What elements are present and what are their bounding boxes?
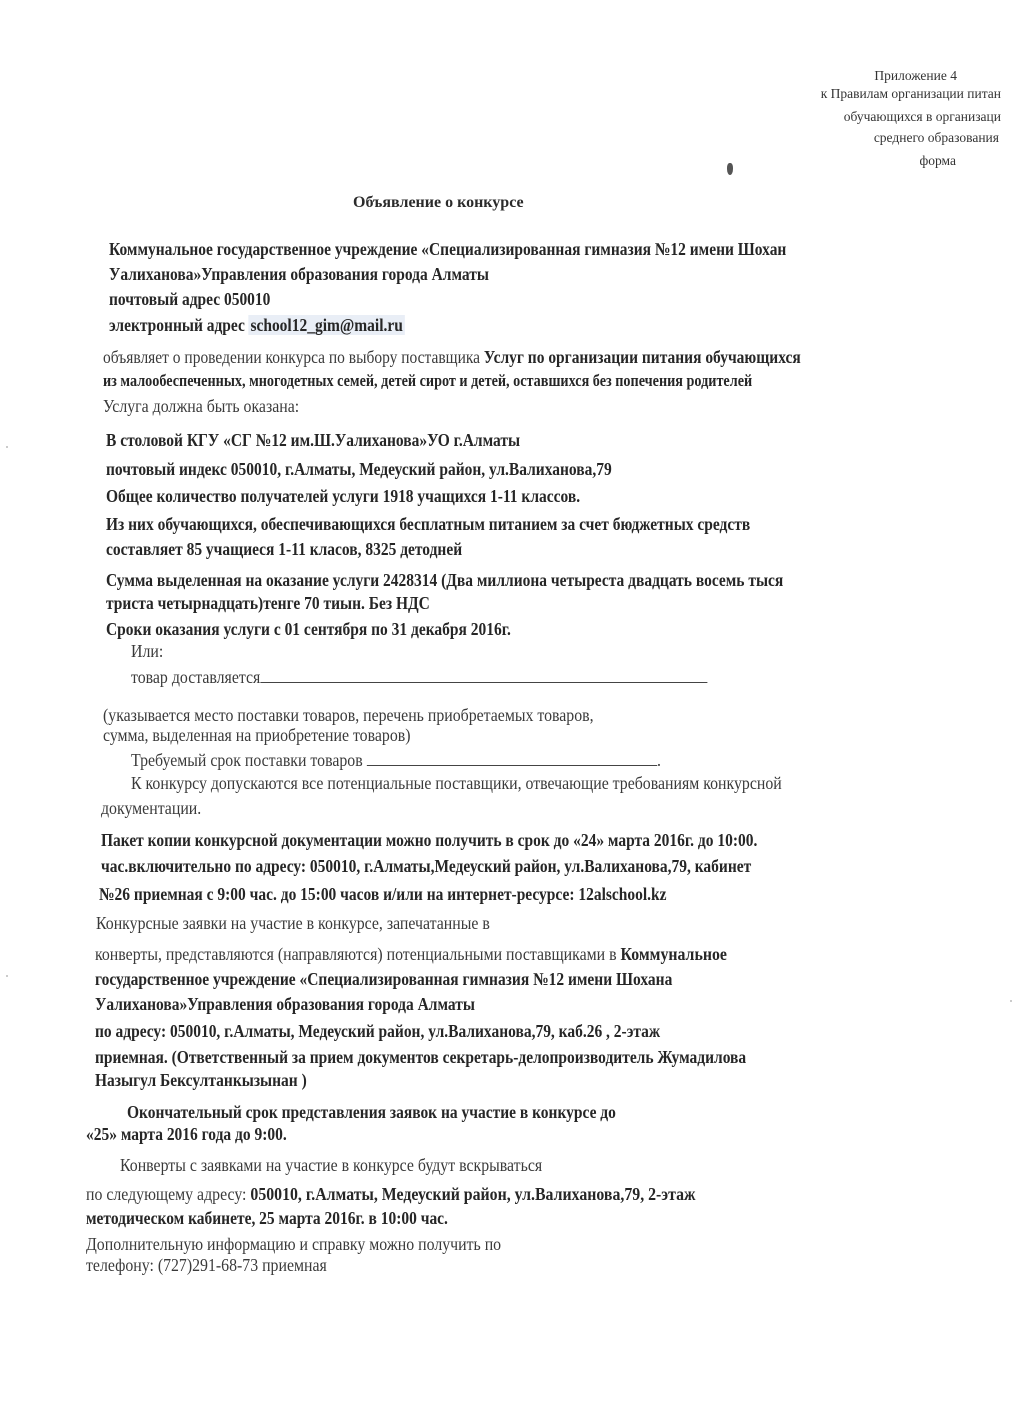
applications-line-1: Конкурсные заявки на участие в конкурсе, запечатанные в (96, 913, 490, 933)
contact-line-1: Дополнительную информацию и справку можно получить по (86, 1234, 502, 1254)
applications-line-6: приемная. (Ответственный за прием документов секретарь-делопроизводитель Жумадилова (95, 1047, 747, 1067)
sum-line-2: триста четырнадцать)тенге 70 тиын. Без НДС (106, 593, 430, 613)
scan-mark (6, 975, 8, 977)
applications-line-3: государственное учреждение «Специализированная гимназия №12 имени Шохана (95, 969, 673, 989)
opening-address: 050010, г.Алматы, Медеуский район, ул.Валиханова,79, 2-этаж (250, 1184, 696, 1204)
announcement-intro (103, 346, 801, 368)
email-label: электронный адрес (109, 315, 249, 335)
service-label: Услуга должна быть оказана: (103, 396, 300, 416)
announcement-line-2: из малообеспеченных, многодетных семей, детей сирот и детей, оставшихся без попечения родителей (103, 371, 753, 390)
rules-line-3: среднего образования (873, 130, 999, 145)
required-term (131, 749, 661, 771)
organizer-line-1: Коммунальное государственное учреждение «Специализированная гимназия №12 имени Шохан (109, 239, 787, 259)
period: . (657, 750, 662, 770)
package-line-1: Пакет копии конкурсной документации можно получить в срок до «24» марта 2016г. до 10:00. (101, 830, 758, 850)
recipients-count: Общее количество получателей услуги 1918 учащихся 1-11 классов. (106, 486, 581, 506)
service-terms: Сроки оказания услуги с 01 сентября по 31 декабря 2016г. (106, 619, 511, 639)
applications-text: конверты, представляются (направляются) потенциальными поставщиками в (95, 944, 621, 964)
opening-line-1: Конверты с заявками на участие в конкурсе будут вскрываться (120, 1155, 543, 1175)
free-meals-line-2: составляет 85 учащиеся 1-11 класов, 8325 детодней (106, 539, 463, 559)
or-label: Или: (131, 641, 164, 661)
package-line-2: час.включительно по адресу: 050010, г.Алматы,Медеуский район, ул.Валиханова,79, кабинет (101, 856, 752, 876)
email-line (109, 314, 405, 336)
goods-delivered-label: товар доставляется (131, 667, 261, 687)
applications-line-7: Назыгул Бексултанкызынан ) (95, 1070, 307, 1090)
page-title: Объявление о конкурсе (353, 194, 524, 211)
appendix-label: Приложение 4 (874, 68, 957, 83)
rules-line-2: обучающихся в организаци (843, 109, 1001, 124)
scan-mark (6, 446, 8, 448)
service-location: В столовой КГУ «СГ №12 им.Ш.Уалиханова»УО г.Алматы (106, 430, 521, 450)
postal-address: почтовый адрес 050010 (109, 289, 271, 309)
goods-delivered (131, 666, 707, 688)
package-line-3: №26 приемная с 9:00 час. до 15:00 часов и/или на интернет-ресурсе: 12alschool.kz (99, 884, 667, 904)
ink-speck (727, 163, 733, 175)
free-meals-line-1: Из них обучающихся, обеспечивающихся бесплатным питанием за счет бюджетных средств (106, 514, 751, 534)
admission-line-1: К конкурсу допускаются все потенциальные поставщики, отвечающие требованиям конкурсной (131, 773, 782, 793)
postal-index: почтовый индекс 050010, г.Алматы, Медеуский район, ул.Валиханова,79 (106, 459, 612, 479)
form-label: форма (919, 153, 956, 168)
delivery-place-blank (260, 668, 707, 683)
intro-text: объявляет о проведении конкурса по выбору поставщика (103, 347, 484, 367)
opening-address-label: по следующему адресу: (86, 1184, 251, 1204)
applications-line-5: по адресу: 050010, г.Алматы, Медеуский район, ул.Валиханова,79, каб.26 , 2-этаж (95, 1021, 661, 1041)
opening-line-3: методическом кабинете, 25 марта 2016г. в 10:00 час. (86, 1208, 448, 1228)
contact-line-2: телефону: (727)291-68-73 приемная (86, 1255, 327, 1275)
applications-line-2 (95, 943, 727, 965)
admission-line-2: документации. (101, 798, 202, 818)
goods-note-line-1: (указывается место поставки товаров, перечень приобретаемых товаров, (103, 705, 594, 725)
required-term-label: Требуемый срок поставки товаров (131, 750, 363, 770)
opening-line-2 (86, 1183, 696, 1205)
required-term-blank (367, 751, 657, 766)
goods-note-line-2: сумма, выделенная на приобретение товаров) (103, 725, 411, 745)
applications-org: Коммунальное (620, 944, 727, 964)
organizer-line-2: Уалиханова»Управления образования города Алматы (109, 264, 489, 284)
email-link[interactable]: school12_gim@mail.ru (250, 315, 403, 335)
sum-line-1: Сумма выделенная на оказание услуги 2428314 (Два миллиона четыреста двадцать восемь тыся (106, 570, 784, 590)
rules-line-1: к Правилам организации питан (820, 86, 1001, 101)
deadline-line-2: «25» марта 2016 года до 9:00. (86, 1124, 287, 1144)
scan-mark (1010, 1000, 1012, 1002)
applications-line-4: Уалиханова»Управления образования города Алматы (95, 994, 475, 1014)
deadline-line-1: Окончательный срок представления заявок на участие в конкурсе до (127, 1102, 616, 1122)
service-name: Услуг по организации питания обучающихся (483, 347, 801, 367)
